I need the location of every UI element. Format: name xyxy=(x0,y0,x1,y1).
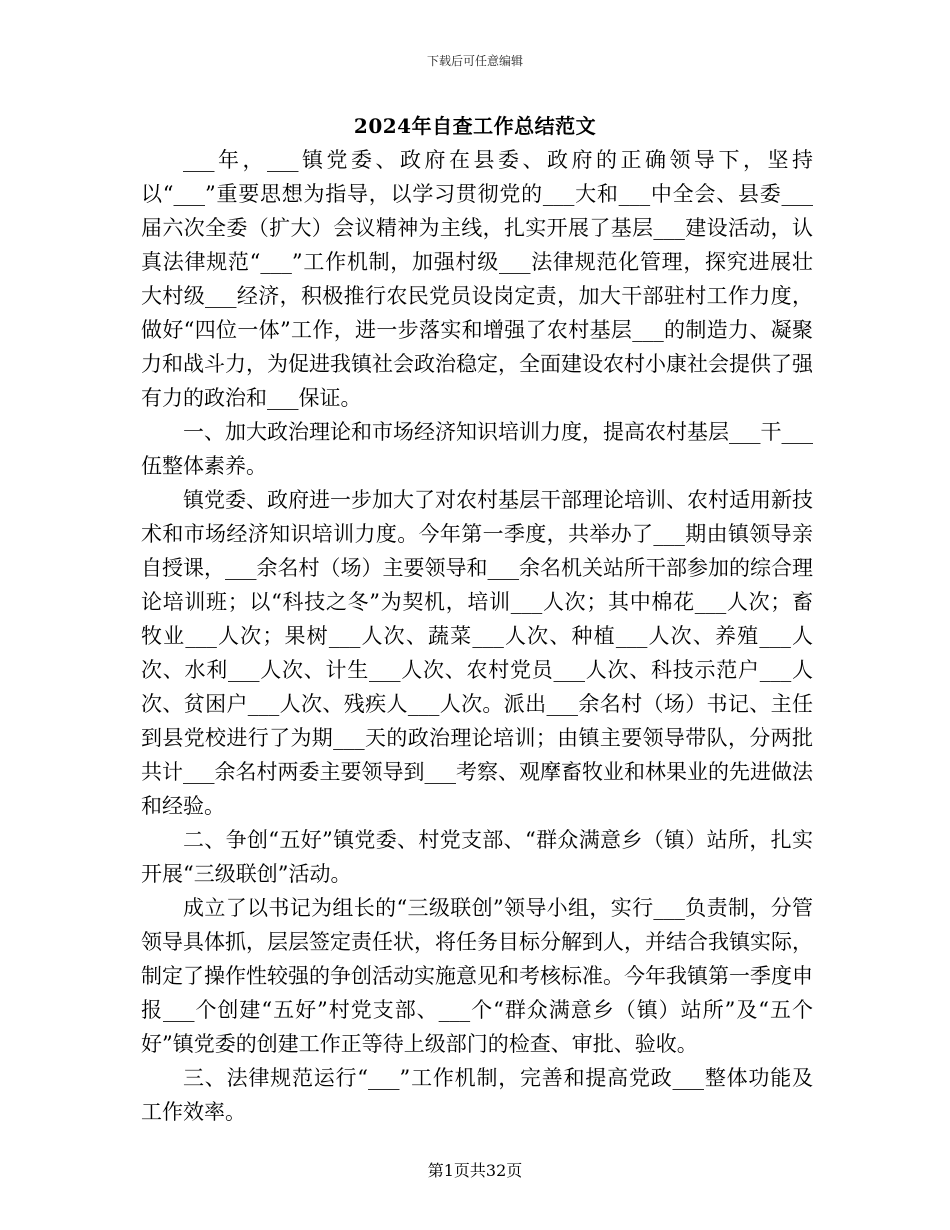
paragraph-section-1-body: 镇党委、政府进一步加大了对农村基层干部理论培训、农村适用新技术和市场经济知识培训力度。今年第一季度，共举办了___期由镇领导亲自授课，___余名村（场）主要领导和___余名机关站所干部参加的综合理论培训班；以“科技之冬”为契机，培训___人次；其中棉花___人次；畜牧业___人次；果树___人次、蔬菜___人次、种植___人次、养殖___人次、水利___人次、计生___人次、农村党员___人次、科技示范户___人次、贫困户___人次、残疾人___人次。派出___余名村（场）书记、主任到县党校进行了为期___天的政治理论培训；由镇主要领导带队，分两批共计___余名村两委主要领导到___考察、观摩畜牧业和林果业的先进做法和经验。 xyxy=(141,488,813,818)
page-header-note: 下载后可任意编辑 xyxy=(426,54,523,68)
page-number-footer: 第1页共32页 xyxy=(427,1161,523,1180)
document-title: 2024年自查工作总结范文 xyxy=(353,114,597,138)
paragraph-section-2-heading: 二、争创“五好”镇党委、村党支部、“群众满意乡（镇）站所，扎实开展“三级联创”活动。 xyxy=(141,828,813,886)
document-body xyxy=(141,143,813,1129)
paragraph-section-2-body: 成立了以书记为组长的“三级联创”领导小组，实行___负责制，分管领导具体抓，层层签定责任状，将任务目标分解到人，并结合我镇实际，制定了操作性较强的争创活动实施意见和考核标准。今年我镇第一季度申报___个创建“五好”村党支部、___个“群众满意乡（镇）站所”及“五个好”镇党委的创建工作正等待上级部门的检查、审批、验收。 xyxy=(141,896,813,1056)
paragraph-intro: ___年，___镇党委、政府在县委、政府的正确领导下，坚持以“___”重要思想为指导，以学习贯彻党的___大和___中全会、县委___届六次全委（扩大）会议精神为主线，扎实开展了基层___建设活动，认真法律规范“___”工作机制，加强村级___法律规范化管理，探究进展壮大村级___经济，积极推行农民党员设岗定责，加大干部驻村工作力度，做好“四位一体”工作，进一步落实和增强了农村基层___的制造力、凝聚力和战斗力，为促进我镇社会政治稳定，全面建设农村小康社会提供了强有力的政治和___保证。 xyxy=(141,148,813,410)
paragraph-section-1-heading: 一、加大政治理论和市场经济知识培训力度，提高农村基层___干___伍整体素养。 xyxy=(141,420,813,478)
paragraph-section-3-heading: 三、法律规范运行“___”工作机制，完善和提高党政___整体功能及工作效率。 xyxy=(141,1066,813,1124)
